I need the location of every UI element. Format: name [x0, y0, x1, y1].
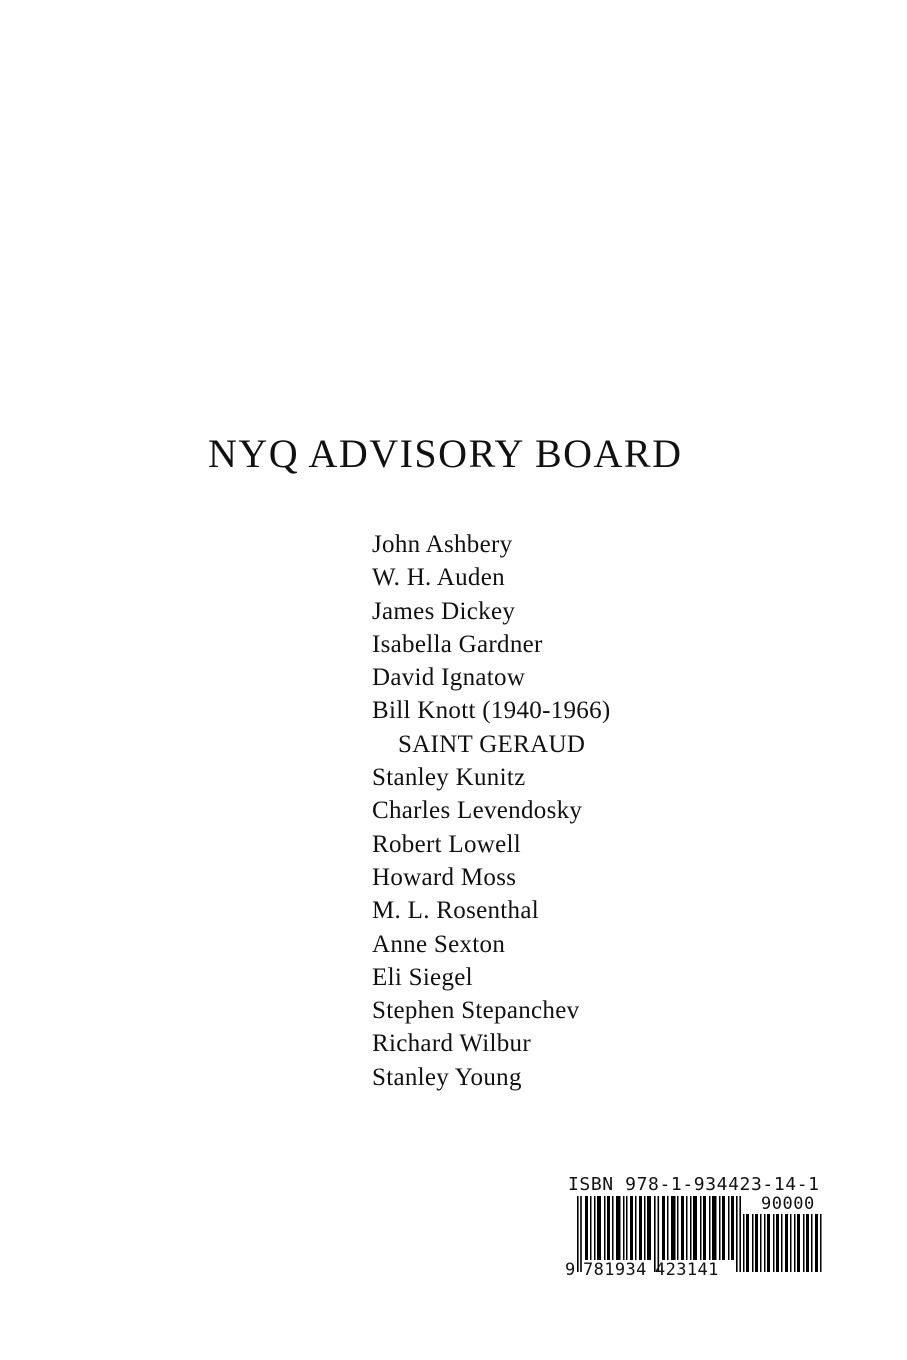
list-item: Bill Knott (1940-1966) [372, 697, 611, 725]
ean-right-group: 423141 [655, 1260, 719, 1280]
list-item: James Dickey [372, 597, 516, 625]
list-item: Howard Moss [372, 863, 517, 891]
list-item: Eli Siegel [372, 963, 473, 991]
isbn-barcode [565, 1174, 823, 1280]
price-code: 90000 [761, 1194, 815, 1214]
list-item: M. L. Rosenthal [372, 897, 539, 925]
ean-first-digit: 9 [565, 1260, 576, 1280]
isbn-label: ISBN 978-1-934423-14-1 [568, 1174, 820, 1195]
list-item: Stephen Stepanchev [372, 997, 580, 1025]
list-item: Robert Lowell [372, 830, 522, 858]
list-item-pseudonym: SAINT GERAUD [398, 730, 586, 758]
list-item: Stanley Young [372, 1063, 522, 1091]
ean-left-group: 781934 [583, 1260, 647, 1280]
list-item: John Ashbery [372, 531, 513, 558]
list-item: Isabella Gardner [372, 630, 543, 658]
list-item: Stanley Kunitz [372, 764, 526, 792]
list-item: Anne Sexton [372, 930, 506, 958]
advisory-board-list [372, 528, 611, 1094]
list-item: David Ignatow [372, 664, 526, 692]
list-item: Charles Levendosky [372, 797, 583, 825]
page-title: NYQ ADVISORY BOARD [208, 431, 683, 476]
price-addon-bars [743, 1214, 823, 1272]
list-item: Richard Wilbur [372, 1030, 531, 1058]
list-item: W. H. Auden [372, 564, 505, 592]
